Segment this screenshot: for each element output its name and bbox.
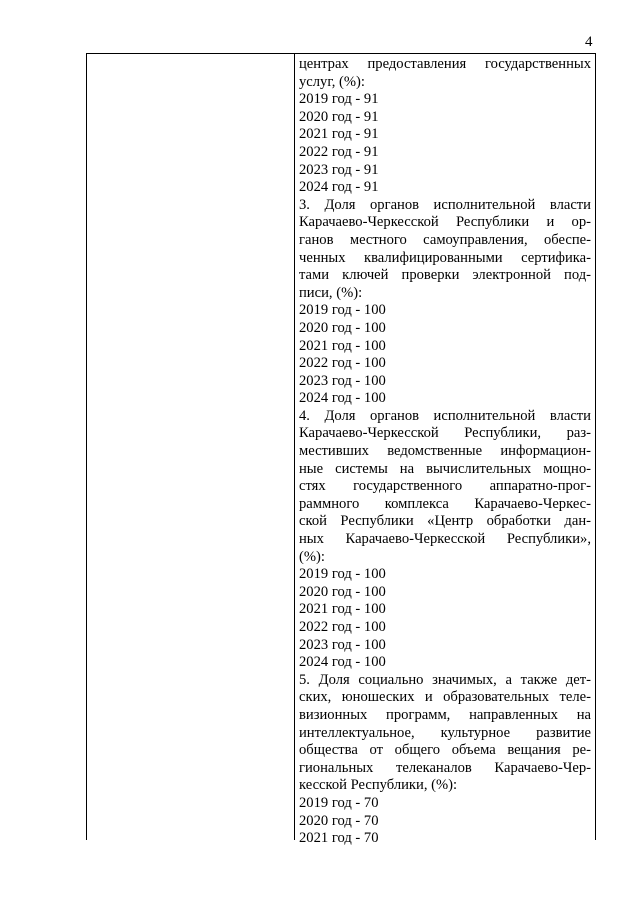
page-number: 4 <box>585 34 593 50</box>
text-line: ченных квалифицированными сертифика- <box>299 249 591 266</box>
text-line: ской Республики «Центр обработки дан- <box>299 513 591 530</box>
text-line: 2021 год - 100 <box>299 601 386 618</box>
text-line: 2019 год - 100 <box>299 302 386 319</box>
left-column-empty-cell <box>87 54 295 840</box>
text-line: 2020 год - 100 <box>299 583 386 600</box>
text-line: 2021 год - 91 <box>299 126 379 143</box>
text-line: Карачаево-Черкесской Республики, раз- <box>299 425 591 442</box>
text-line: раммного комплекса Карачаево-Черкес- <box>299 495 591 512</box>
text-line: 2020 год - 100 <box>299 319 386 336</box>
text-line: писи, (%): <box>299 284 363 301</box>
text-line: местивших ведомственные информацион- <box>299 443 591 460</box>
text-line: гиональных телеканалов Карачаево-Чер- <box>299 759 591 776</box>
text-line: 2022 год - 100 <box>299 619 386 635</box>
text-line: ных Карачаево-Черкесской Республики», <box>299 531 591 548</box>
text-line: визионных программ, направленных на <box>299 706 591 723</box>
text-line: 2019 год - 100 <box>299 566 386 583</box>
text-line: центрах предоставления государственных <box>299 56 591 72</box>
text-line: 2020 год - 70 <box>299 812 379 829</box>
text-line: 2024 год - 100 <box>299 654 386 671</box>
text-line: 2022 год - 100 <box>299 355 386 372</box>
text-line: 2023 год - 100 <box>299 372 386 389</box>
text-line: 2024 год - 91 <box>299 179 379 196</box>
text-line: 2024 год - 100 <box>299 390 386 407</box>
text-line: ганов местного самоуправления, обеспе- <box>299 231 591 248</box>
text-line: 2022 год - 91 <box>299 143 379 160</box>
text-line: 4. Доля органов исполнительной власти <box>299 407 591 424</box>
text-line: 2021 год - 70 <box>299 830 379 847</box>
text-line: кесской Республики, (%): <box>299 777 458 794</box>
text-line: 2023 год - 91 <box>299 161 379 178</box>
text-line: 2023 год - 100 <box>299 636 386 653</box>
text-line: интеллектуальное, культурное развитие <box>299 724 591 741</box>
text-line: 5. Доля социально значимых, а также дет- <box>299 671 591 688</box>
text-line: Карачаево-Черкесской Республики и ор- <box>299 214 591 231</box>
indicators-text-cell <box>299 56 591 848</box>
text-line: ные системы на вычислительных мощно- <box>299 460 591 477</box>
text-line: общества от общего объема вещания ре- <box>299 742 591 759</box>
text-line: 3. Доля органов исполнительной власти <box>299 196 591 213</box>
text-line: 2020 год - 91 <box>299 108 379 125</box>
text-line: (%): <box>299 548 325 565</box>
text-line: стях государственного аппаратно-прог- <box>299 478 591 495</box>
text-line: ских, юношеских и образовательных теле- <box>299 689 591 706</box>
text-line: 2021 год - 100 <box>299 337 386 354</box>
text-line: 2019 год - 91 <box>299 91 379 108</box>
indicators-table <box>86 53 596 847</box>
text-line: тами ключей проверки электронной под- <box>299 267 591 284</box>
text-line: 2019 год - 70 <box>299 794 379 811</box>
text-line: услуг, (%): <box>299 73 365 90</box>
